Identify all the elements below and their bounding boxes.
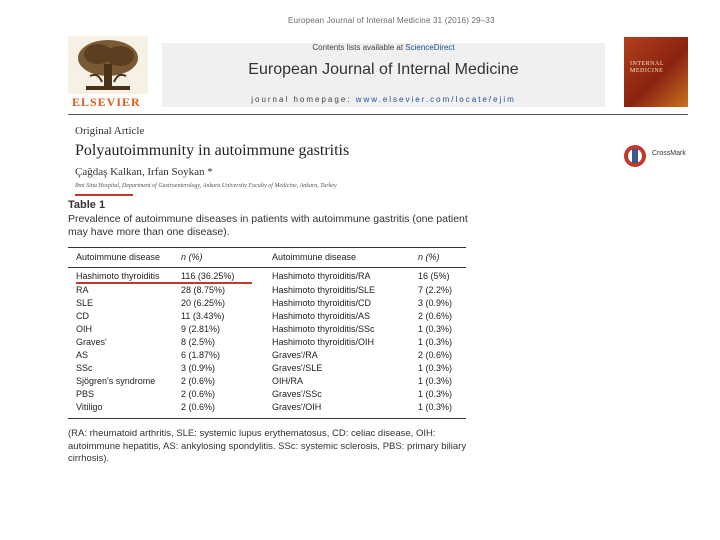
cell-combined-disease: Graves'/OIH [272,402,322,412]
table-header-row [68,252,466,263]
header-n-2: n (%) [418,252,440,262]
article-type: Original Article [75,125,145,137]
cell-disease: Sjögren's syndrome [76,376,156,386]
cell-combined-count: 1 (0.3%) [418,402,453,412]
table-footnote: (RA: rheumatoid arthritis, SLE: systemic lupus erythematosus, CD: celiac disease, OIH: autoimmune hepatitis, AS: ankylosing spondylitis. SSc: systemic sclerosis, PBS: primary biliary cirrhosis). [68,428,467,464]
cell-count: 6 (1.87%) [181,350,221,360]
table-row [68,324,466,335]
cell-combined-disease: Hashimoto thyroiditis/AS [272,311,371,321]
header-disease-2: Autoimmune disease [272,252,357,262]
cell-combined-disease: Hashimoto thyroiditis/CD [272,298,372,308]
cell-combined-count: 1 (0.3%) [418,376,453,386]
cell-combined-disease: Graves'/SSc [272,389,322,399]
table-label: Table 1 [68,199,106,211]
cell-combined-count: 2 (0.6%) [418,311,453,321]
table-row [68,285,466,296]
cell-combined-disease: Hashimoto thyroiditis/RA [272,271,371,281]
cell-combined-count: 1 (0.3%) [418,324,453,334]
cell-combined-disease: Graves'/RA [272,350,318,360]
homepage-line [162,95,605,104]
cell-combined-count: 2 (0.6%) [418,350,453,360]
cell-combined-disease: Hashimoto thyroiditis/SLE [272,285,376,295]
header-divider [68,114,688,115]
journal-masthead [162,43,605,107]
cell-count: 8 (2.5%) [181,337,216,347]
table-caption: Prevalence of autoimmune diseases in patients with autoimmune gastritis (one patient may have more than one disease). [68,213,468,238]
cell-count: 9 (2.81%) [181,324,221,334]
table-row [68,363,466,374]
cell-disease: RA [76,285,89,295]
crossmark-label: CrossMark [652,150,686,157]
table-row [68,402,466,413]
article-title: Polyautoimmunity in autoimmune gastritis [75,142,350,159]
homepage-link[interactable]: www.elsevier.com/locate/ejim [355,95,516,104]
cell-combined-count: 1 (0.3%) [418,337,453,347]
table-row [68,389,466,400]
publisher-name: ELSEVIER [72,95,141,109]
cell-disease: PBS [76,389,95,399]
sciencedirect-link[interactable]: ScienceDirect [405,43,455,52]
table-top-rule [68,247,466,248]
cell-disease: Vitiligo [76,402,103,412]
table-row [68,271,466,282]
cell-combined-count: 16 (5%) [418,271,450,281]
table-row [68,350,466,361]
table-row [68,311,466,322]
cell-disease: SSc [76,363,93,373]
cell-disease: OIH [76,324,93,334]
cell-count: 11 (3.43%) [181,311,225,321]
journal-cover-title: INTERNAL MEDICINE [630,61,664,74]
table-row [68,337,466,348]
contents-line [162,43,605,52]
cell-disease: Hashimoto thyroiditis [76,271,160,281]
cell-disease: AS [76,350,89,360]
cell-count: 2 (0.6%) [181,389,216,399]
header-n-1: n (%) [181,252,203,262]
cell-count: 28 (8.75%) [181,285,226,295]
table-row [68,376,466,387]
cell-combined-count: 3 (0.9%) [418,298,453,308]
homepage-prefix: journal homepage: [251,95,356,104]
cell-disease: Graves' [76,337,107,347]
cell-combined-disease: Graves'/SLE [272,363,323,373]
cell-combined-disease: OIH/RA [272,376,304,386]
cell-count: 3 (0.9%) [181,363,216,373]
cell-count: 20 (6.25%) [181,298,226,308]
author-affiliation: Ibni Sina Hospital, Department of Gastroenterology, Ankara University Faculty of Medicine, Ankara, Turkey [75,183,337,189]
cell-disease: SLE [76,298,94,308]
cell-count: 116 (36.25%) [181,271,235,281]
header-disease-1: Autoimmune disease [76,252,161,262]
table-row [68,298,466,309]
contents-prefix: Contents lists available at [312,43,406,52]
journal-title: European Journal of Internal Medicine [248,61,519,78]
journal-citation: European Journal of Internal Medicine 31 (2016) 29–33 [288,16,495,25]
cell-combined-count: 1 (0.3%) [418,363,453,373]
cell-count: 2 (0.6%) [181,376,216,386]
article-authors: Çağdaş Kalkan, Irfan Soykan * [75,166,213,178]
cell-combined-count: 1 (0.3%) [418,389,453,399]
cell-combined-count: 7 (2.2%) [418,285,453,295]
cell-disease: CD [76,311,89,321]
affiliation-highlight [75,194,133,196]
cell-combined-disease: Hashimoto thyroiditis/SSc [272,324,375,334]
table-bottom-rule [68,418,466,419]
cell-count: 2 (0.6%) [181,402,216,412]
hashimoto-highlight [76,282,252,284]
cell-combined-disease: Hashimoto thyroiditis/OIH [272,337,375,347]
table-header-rule [68,267,466,268]
